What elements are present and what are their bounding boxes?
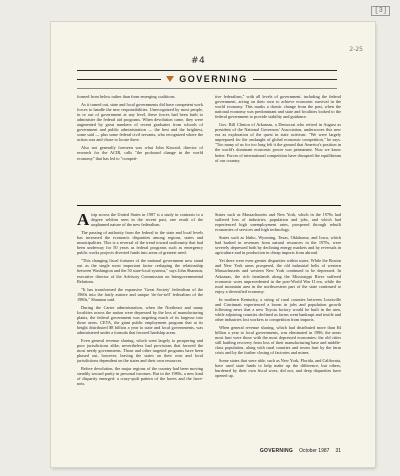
paragraph: Even general revenue sharing, which went largely to prospering and poor jurisdictions alike, nevertheless had provisions that favored the most needy governments. Those and other targeted programs have been phased out, however, leaving the states on their own and local jurisdictions dependent on the states and their own resources. (77, 338, 203, 364)
page-number: 31 (335, 448, 341, 454)
section-title: GOVERNING (179, 74, 248, 84)
section-divider (77, 205, 341, 206)
footer-brand: GOVERNING (259, 448, 294, 454)
lead-text: trip across the United States in 1987 is a study in contrasts to a degree seldom seen in the recent past, one result of the unplanned nature of the new federalism. (91, 212, 203, 228)
paragraph: Some states that were able, such as New York, Florida, and California, have used state funds to help make up the difference, but others, burdened by their own fiscal woes, did not, and deep disparities have opened up. (215, 358, 341, 379)
masthead (77, 74, 337, 84)
page-stamp: [3] (371, 6, 390, 16)
paragraph: Gov. Bill Clinton of Arkansas, a Democrat who retired in August as president of the National Governors' Association, underscores this new era as exploration of the quest in state activism: "We were largely unprepared for the onslaught of global economic competition," he says. "Too many of us for too long felt it the ground that America's position in the world's dominant economic power was permanent. Now we know better. Forces of international competition have disrupted the equilibrium of our country. (215, 122, 341, 163)
footer-date: October 1987 (299, 448, 330, 454)
masthead-rule-bottom (77, 88, 337, 89)
paragraph: In northern Kentucky, a string of rural counties between Louisville and Cincinnati experienced a boom in jobs and population growth following news that a new Toyota factory would be built in the area, while adjoining counties declined as farms went bankrupt and textile and other industries lost workers to competition from imports. (215, 296, 341, 322)
paragraph: Before devolution, the major regions of the country had been moving steadily toward parity in personal incomes. But in the 1980s, a new kind of disparity emerged: a crazy-quilt pattern of the haves and the have-nots. (77, 366, 203, 387)
masthead-rule-top (77, 70, 337, 71)
bolt-icon (166, 76, 174, 82)
paragraph: States such as Massachusetts and New York, which in the 1970s had suffered loss of industries, population and jobs, and which had experienced high unemployment rates, prospered through rebuilt economies of services and high technology. (215, 212, 341, 233)
paragraph: States such as Idaho, Wyoming, Texas, Oklahoma, and Iowa, which had basked in revenues from natural resources in the 1970s, were severely depressed both by declining energy markets and by reversals in agriculture and in production in cheap imports from abroad. (215, 235, 341, 256)
paragraph: "It has transformed the expansive 'Great Society' federalism of the 1960s into the fairly austere and unique 'do-for-self' federalism of the 1980s," Shannon said. (77, 286, 203, 302)
handwritten-note: 2-25 (349, 46, 363, 53)
paragraph: When general revenue sharing, which had distributed more than $4 billion a year to local governments, was eliminated in 1986, the areas most hurt were those with the most depressed economies: the old cities still battling recovery from loss of their manufacturing base and middle-class population, along with rural counties and towns hurt by the farm crisis and by the further closing of factories and mines. (215, 324, 341, 356)
page-footer (215, 448, 341, 454)
paragraph: "This changing fiscal fortunes of the national government now stand out as the single most important factor reshaping the relationship between Washington and the 50 state-local systems," says John Shannon, executive director of the Advisory Commission on Intergovernmental Relations. (77, 258, 203, 284)
column-bottom-left (77, 212, 203, 456)
magazine-clipping (51, 22, 375, 467)
masthead-rule-left (77, 79, 161, 80)
masthead-rule-right (253, 79, 337, 80)
lead-paragraph (77, 212, 203, 227)
paragraph: formed from below rather than from emerging coalitions. (77, 94, 176, 99)
masthead-mark: #4 (191, 56, 206, 66)
column-bottom-right (215, 212, 341, 444)
paragraph: Also not generally foreseen was what John Kincaid, director of research for the ACIR, calls "the profound change in the world economy" that has led to "competi- (77, 145, 203, 161)
paragraph: During the Carter administration, when the Northeast and many localities across the nation were depressed by the loss of manufacturing plants, the federal government was targeting much of its largesse into those areas. CETA, the giant public employment program that at its height distributed $8 billion a year to state and local governments, was administered under a formula that favored hardship areas. (77, 304, 203, 335)
paragraph: tive federalism," with all levels of government, including the federal government, acting on their own to achieve economic survival in the world economy. This marks a drastic change from the past, when the national economy was predominant and state and localities looked to the federal government to provide stability and guidance. (215, 94, 341, 120)
paragraph: Yet there were even greater disparities within states. While the Boston and New York areas prospered, the old industrial belts of western Massachusetts and western New York continued to be depressed. In Arkansas, the rich farmlands along the Mississippi River suffered economic woes unprecedented in the post-World War II era, while the rural mountain area in the northwestern part of the state continued to enjoy a diversified economy. (215, 258, 341, 294)
drop-cap: A (77, 212, 90, 229)
column-top-left (77, 94, 203, 202)
column-top-right (215, 94, 341, 202)
paragraph: As it turned out, state and local governments did have competent work forces to handle the new responsibilities. Unrecognized by most people, in or out of government at any level, these forces had been built to administer the federal aid programs. When devolution came, they were augmented by great numbers of recent graduates from schools of government and public administration — the best and the brightest, some said — plus some federal civil servants, who recognized where the action was and chose to locate there. (77, 102, 203, 143)
paragraph: The passing of authority from the federal to the state and local levels has increased the economic disparities among regions, states and municipalities. This is a reversal of the trend toward uniformity that had been underway for 50 years as federal programs such as emergency public works projects diverted funds into areas of greatest need. (77, 230, 203, 256)
